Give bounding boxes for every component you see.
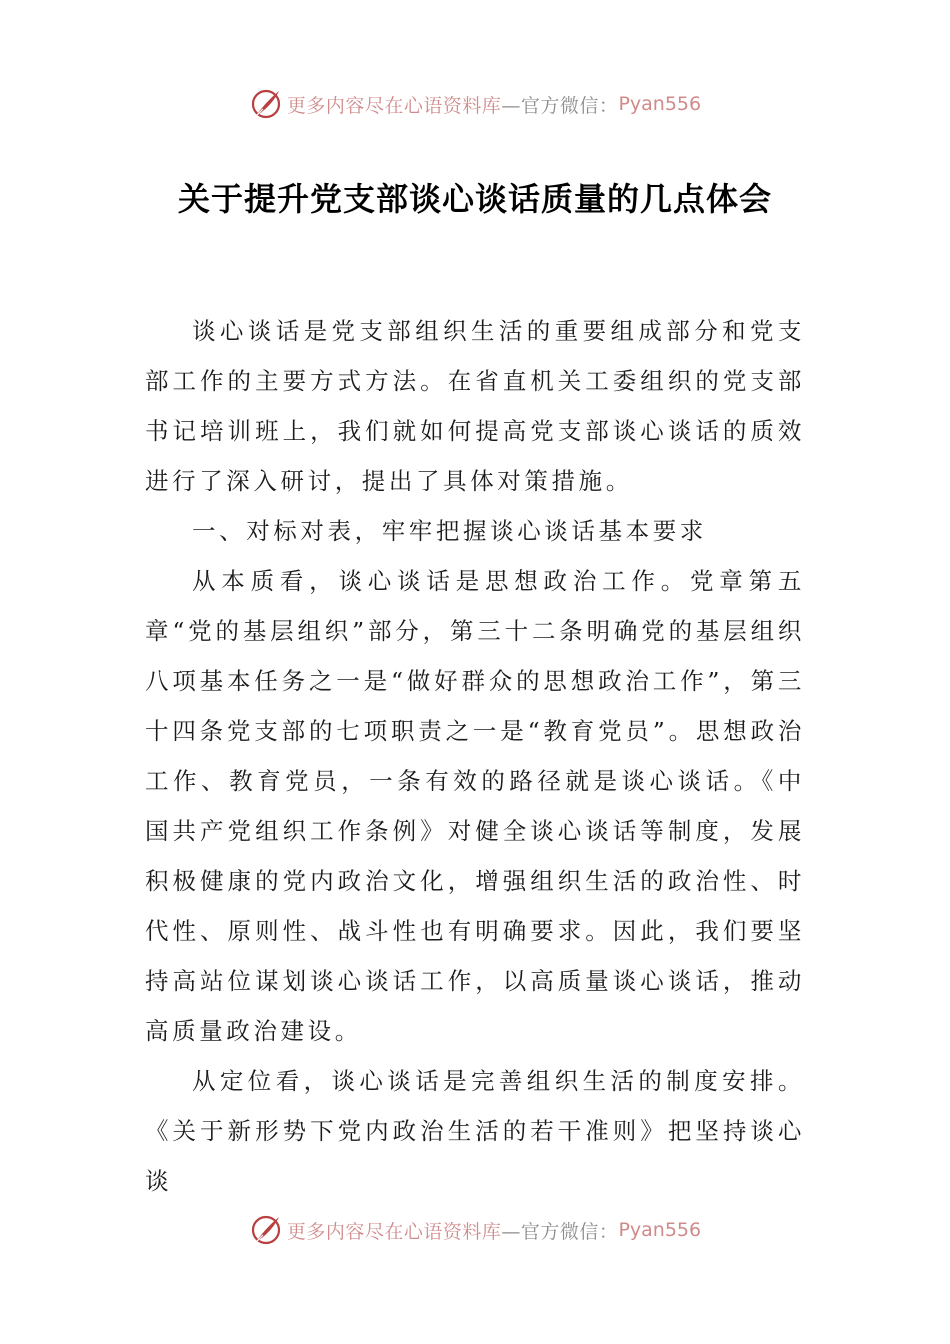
paragraph: 从本质看，谈心谈话是思想政治工作。党章第五章“党的基层组织”部分，第三十二条明确党的基层组织八项基本任务之一是“做好群众的思想政治工作”，第三十四条党支部的七项职责之一是“教育党员”。思想政治工作、教育党员，一条有效的路径就是谈心谈话。《中国共产党组织工作条例》对健全谈心谈话等制度，发展积极健康的党内政治文化，增强组织生活的政治性、时代性、原则性、战斗性也有明确要求。因此，我们要坚持高站位谋划谈心谈话工作，以高质量谈心谈话，推动高质量政治建设。	[145, 567, 805, 1045]
document-body	[145, 306, 805, 1206]
banner-site-text: 更多内容尽在心语资料库	[286, 94, 502, 117]
banner-site-text: 更多内容尽在心语资料库	[286, 1220, 502, 1243]
banner-wechat-label: —官方微信：	[501, 94, 619, 117]
banner-wechat-id: Pyan556	[618, 1219, 702, 1241]
header-banner	[0, 84, 950, 124]
footer-banner	[0, 1210, 950, 1250]
banner-wechat-label: —官方微信：	[501, 1220, 619, 1243]
paragraph: 谈心谈话是党支部组织生活的重要组成部分和党支部工作的主要方式方法。在省直机关工委组织的党支部书记培训班上，我们就如何提高党支部谈心谈话的质效进行了深入研讨，提出了具体对策措施。	[145, 317, 805, 495]
document-title: 关于提升党支部谈心谈话质量的几点体会	[177, 180, 772, 218]
quill-pen-circle-icon	[249, 87, 283, 121]
quill-pen-circle-icon	[249, 1213, 283, 1247]
banner-wechat-id: Pyan556	[618, 93, 702, 115]
paragraph: 从定位看，谈心谈话是完善组织生活的制度安排。《关于新形势下党内政治生活的若干准则》把坚持谈心谈	[145, 1067, 805, 1195]
section-heading: 一、对标对表，牢牢把握谈心谈话基本要求	[192, 517, 707, 545]
